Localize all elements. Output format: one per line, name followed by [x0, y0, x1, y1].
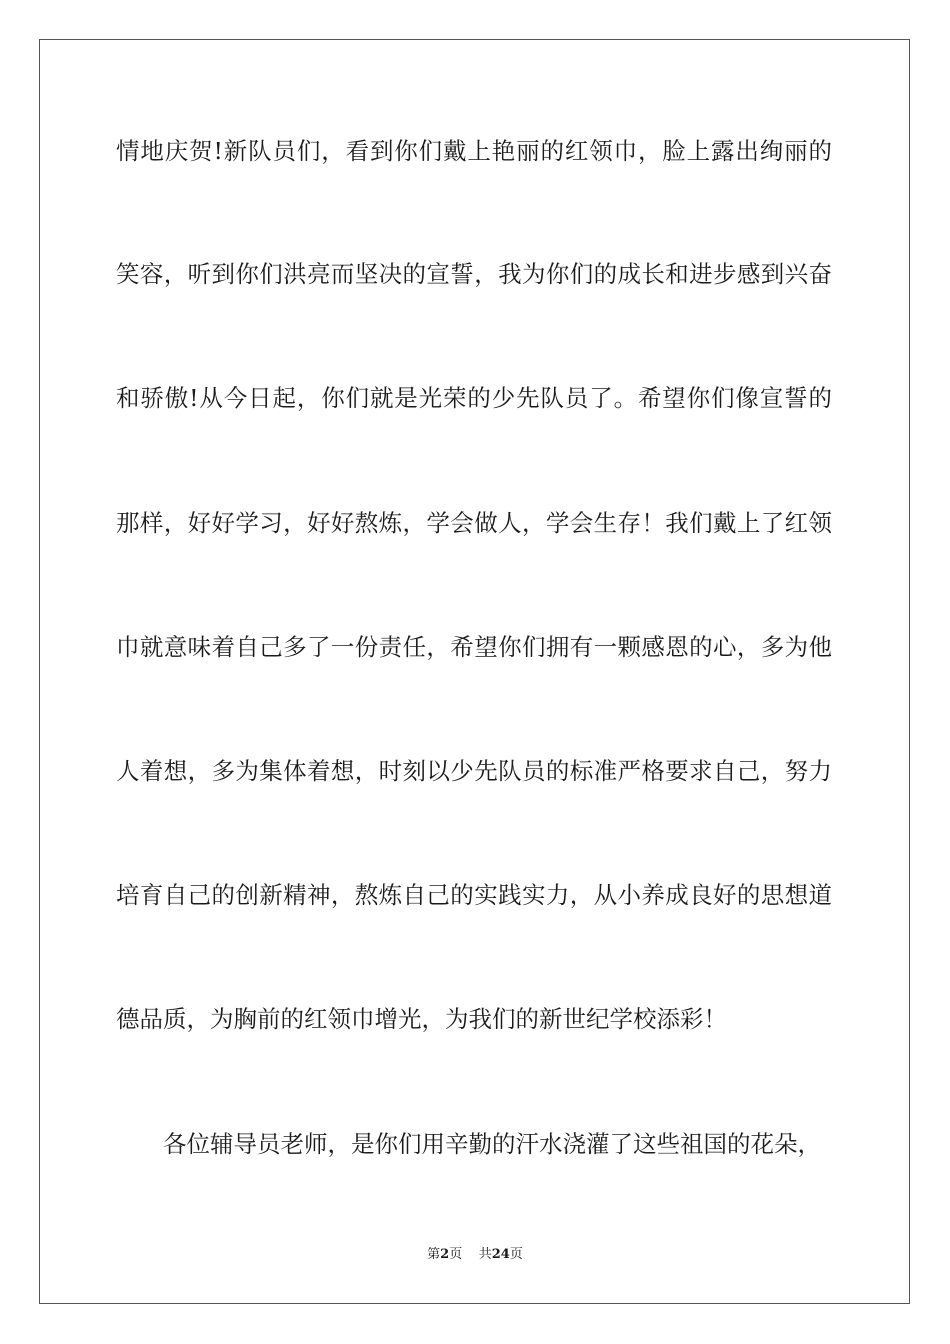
page-number: 2	[440, 1247, 450, 1262]
body-text-line: 培育自己的创新精神，熬炼自己的实践实力，从小养成良好的思想道	[116, 881, 832, 909]
paragraph-first-line: 各位辅导员老师，是你们用辛勤的汗水浇灌了这些祖国的花朵，	[163, 1130, 821, 1158]
body-text-line: 巾就意味着自己多了一份责任，希望你们拥有一颗感恩的心，多为他	[116, 633, 832, 661]
page-suffix: 页	[449, 1247, 463, 1262]
body-text-line: 德品质，为胸前的红领巾增光，为我们的新世纪学校添彩！	[116, 1005, 727, 1033]
body-text-line: 那样，好好学习，好好熬炼，学会做人，学会生存！我们戴上了红领	[116, 509, 832, 537]
total-pages: 24	[491, 1247, 510, 1262]
page-footer	[0, 1246, 950, 1264]
body-text-line: 人着想，多为集体着想，时刻以少先队员的标准严格要求自己，努力	[116, 757, 832, 785]
body-text-line: 和骄傲!从今日起，你们就是光荣的少先队员了。希望你们像宣誓的	[116, 384, 832, 412]
page-frame	[39, 39, 910, 1304]
total-suffix: 页	[509, 1247, 523, 1262]
body-text-line: 笑容，听到你们洪亮而坚决的宣誓，我为你们的成长和进步感到兴奋	[116, 260, 832, 288]
total-prefix: 共	[478, 1247, 492, 1262]
page-prefix: 第	[427, 1247, 441, 1262]
body-text-line: 情地庆贺!新队员们，看到你们戴上艳丽的红领巾，脸上露出绚丽的	[116, 137, 832, 165]
